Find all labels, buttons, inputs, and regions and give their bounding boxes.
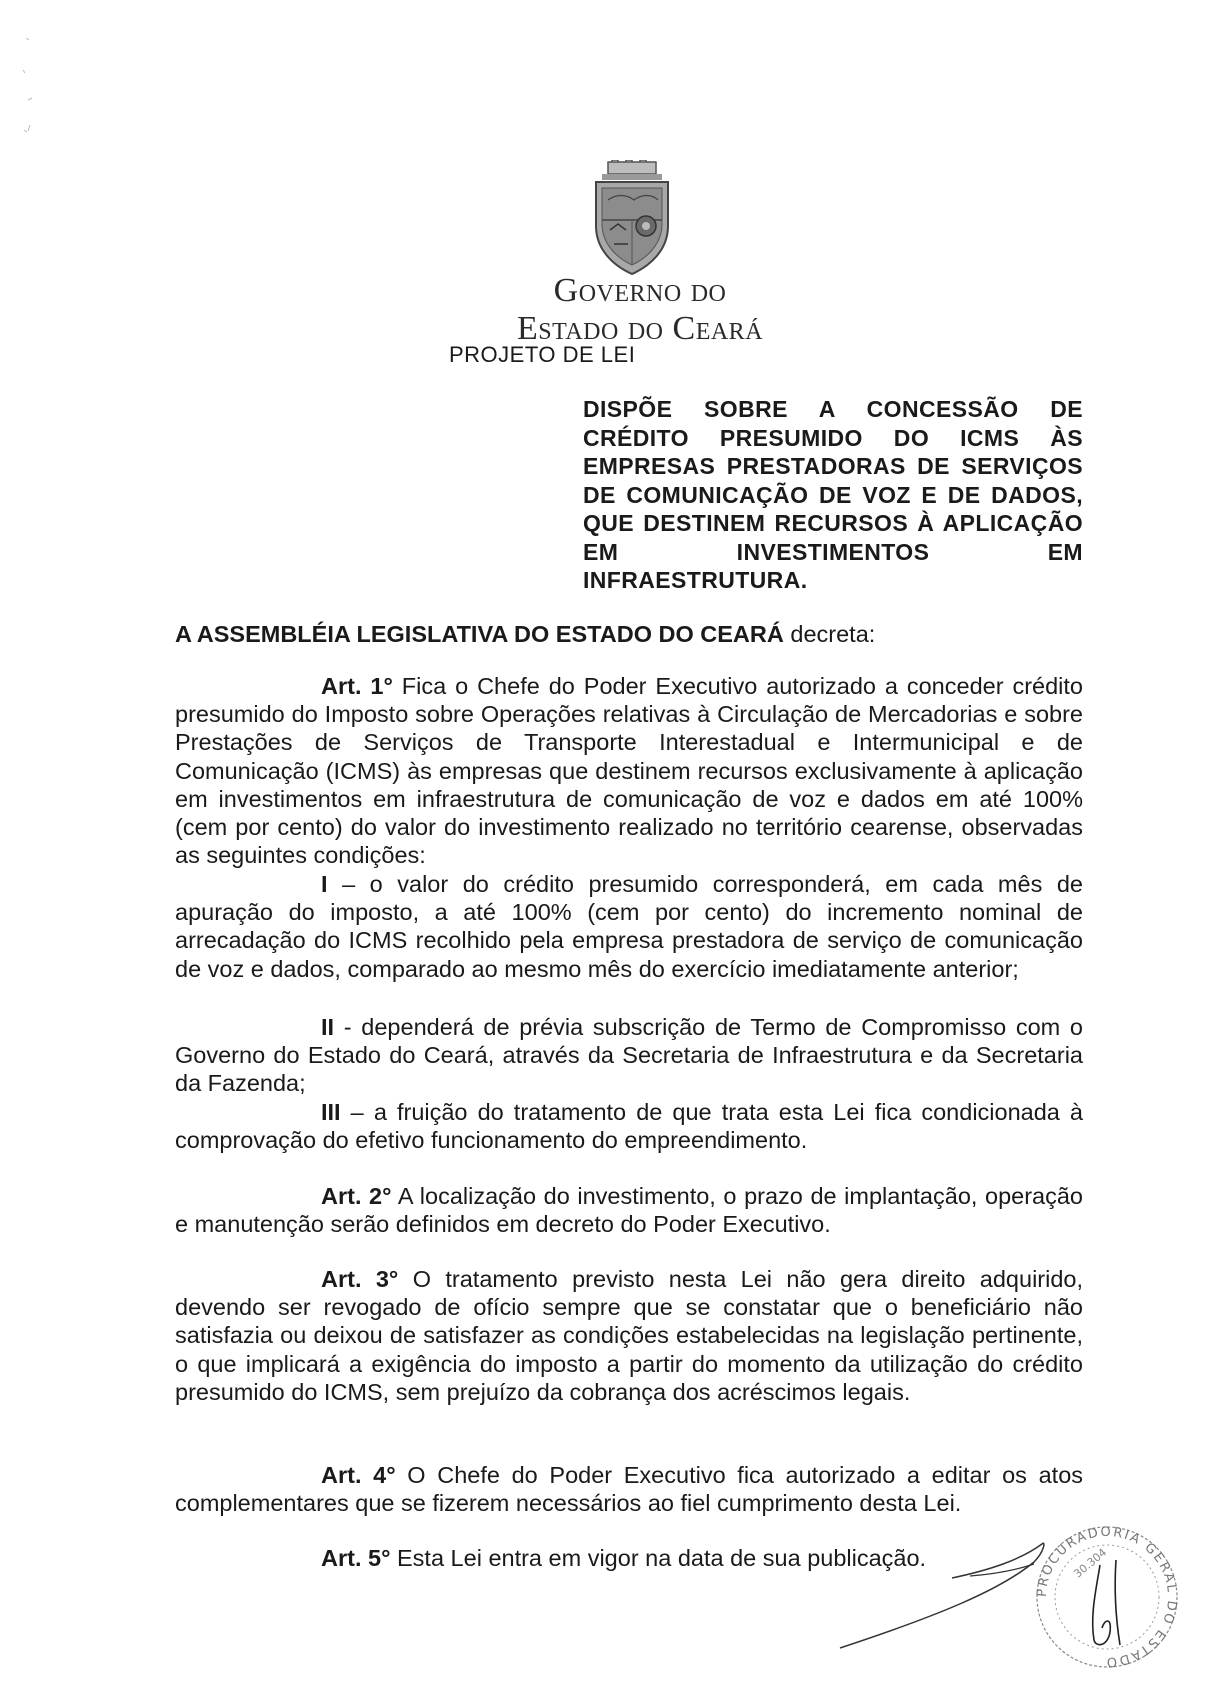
article-label: Art. 5°: [321, 1545, 391, 1571]
article-3: Art. 3° O tratamento previsto nesta Lei não gera direito adquirido, devendo ser revogado de ofício sempre que se constatar que o beneficiário não satisfazia ou deixou de satisfazer as condições estabelecidas na legislação pertinente, o que implicará a exigência do imposto a partir do momento da utilização do crédito presumido do ICMS, sem prejuízo da cobrança dos acréscimos legais.: [175, 1266, 1083, 1405]
protocol-stamp: [1030, 1520, 1185, 1675]
enacting-clause: A ASSEMBLÉIA LEGISLATIVA DO ESTADO DO CEARÁ decreta:: [175, 621, 876, 647]
inciso-1: I – o valor do crédito presumido corresponderá, em cada mês de apuração do imposto, a até 100% (cem por cento) do incremento nominal de arrecadação do ICMS recolhido pela empresa prestadora de serviço de comunicação de voz e dados, comparado ao mesmo mês do exercício imediatamente anterior;: [175, 871, 1083, 982]
scan-marks: [18, 30, 48, 140]
article-label: Art. 1°: [321, 673, 393, 699]
article-label: Art. 3°: [321, 1266, 399, 1292]
article-5: Art. 5° Esta Lei entra em vigor na data de sua publicação.: [321, 1545, 927, 1571]
article-label: Art. 2°: [321, 1183, 392, 1209]
inciso-3: III – a fruição do tratamento de que trata esta Lei fica condicionada à comprovação do efetivo funcionamento do empreendimento.: [175, 1099, 1084, 1154]
government-title-line2: ESTADO DO CEARÁ: [516, 310, 764, 347]
article-2: Art. 2° A localização do investimento, o prazo de implantação, operação e manutenção serão definidos em decreto do Poder Executivo.: [175, 1183, 1083, 1238]
signature-mark: [820, 1500, 1060, 1650]
article-label: Art. 4°: [321, 1462, 396, 1488]
ementa: DISPÕE SOBRE A CONCESSÃO DE CRÉDITO PRESUMIDO DO ICMS ÀS EMPRESAS PRESTADORAS DE SERVIÇOS DE COMUNICAÇÃO DE VOZ E DE DADOS, QUE DESTINEM RECURSOS À APLICAÇÃO EM INVESTIMENTOS EM INFRAESTRUTURA.: [583, 396, 1083, 593]
inciso-2: II - dependerá de prévia subscrição de Termo de Compromisso com o Governo do Estado do Ceará, através da Secretaria de Infraestrutura e da Secretaria da Fazenda;: [175, 1014, 1084, 1097]
government-title-line1: GOVERNO DO: [553, 272, 727, 309]
article-1: Art. 1° Fica o Chefe do Poder Executivo autorizado a conceder crédito presumido do Imposto sobre Operações relativas à Circulação de Mercadorias e sobre Prestações de Serviços de Transporte Interestadual e Intermunicipal e de Comunicação (ICMS) às empresas que destinem recursos exclusivamente à aplicação em investimentos em infraestrutura de comunicação de voz e dados em até 100% (cem por cento) do valor do investimento realizado no território cearense, observadas as seguintes condições:: [175, 673, 1083, 869]
state-crest-icon: [586, 160, 678, 278]
document-type: PROJETO DE LEI: [449, 342, 636, 367]
svg-text:30.304: 30.304: [1071, 1545, 1110, 1581]
svg-text:PROCURADORIA GERAL DO ESTADO: PROCURADORIA GERAL DO ESTADO: [1034, 1524, 1180, 1670]
article-4: Art. 4° O Chefe do Poder Executivo fica autorizado a editar os atos complementares que se fizerem necessários ao fiel cumprimento desta Lei.: [175, 1462, 1084, 1517]
